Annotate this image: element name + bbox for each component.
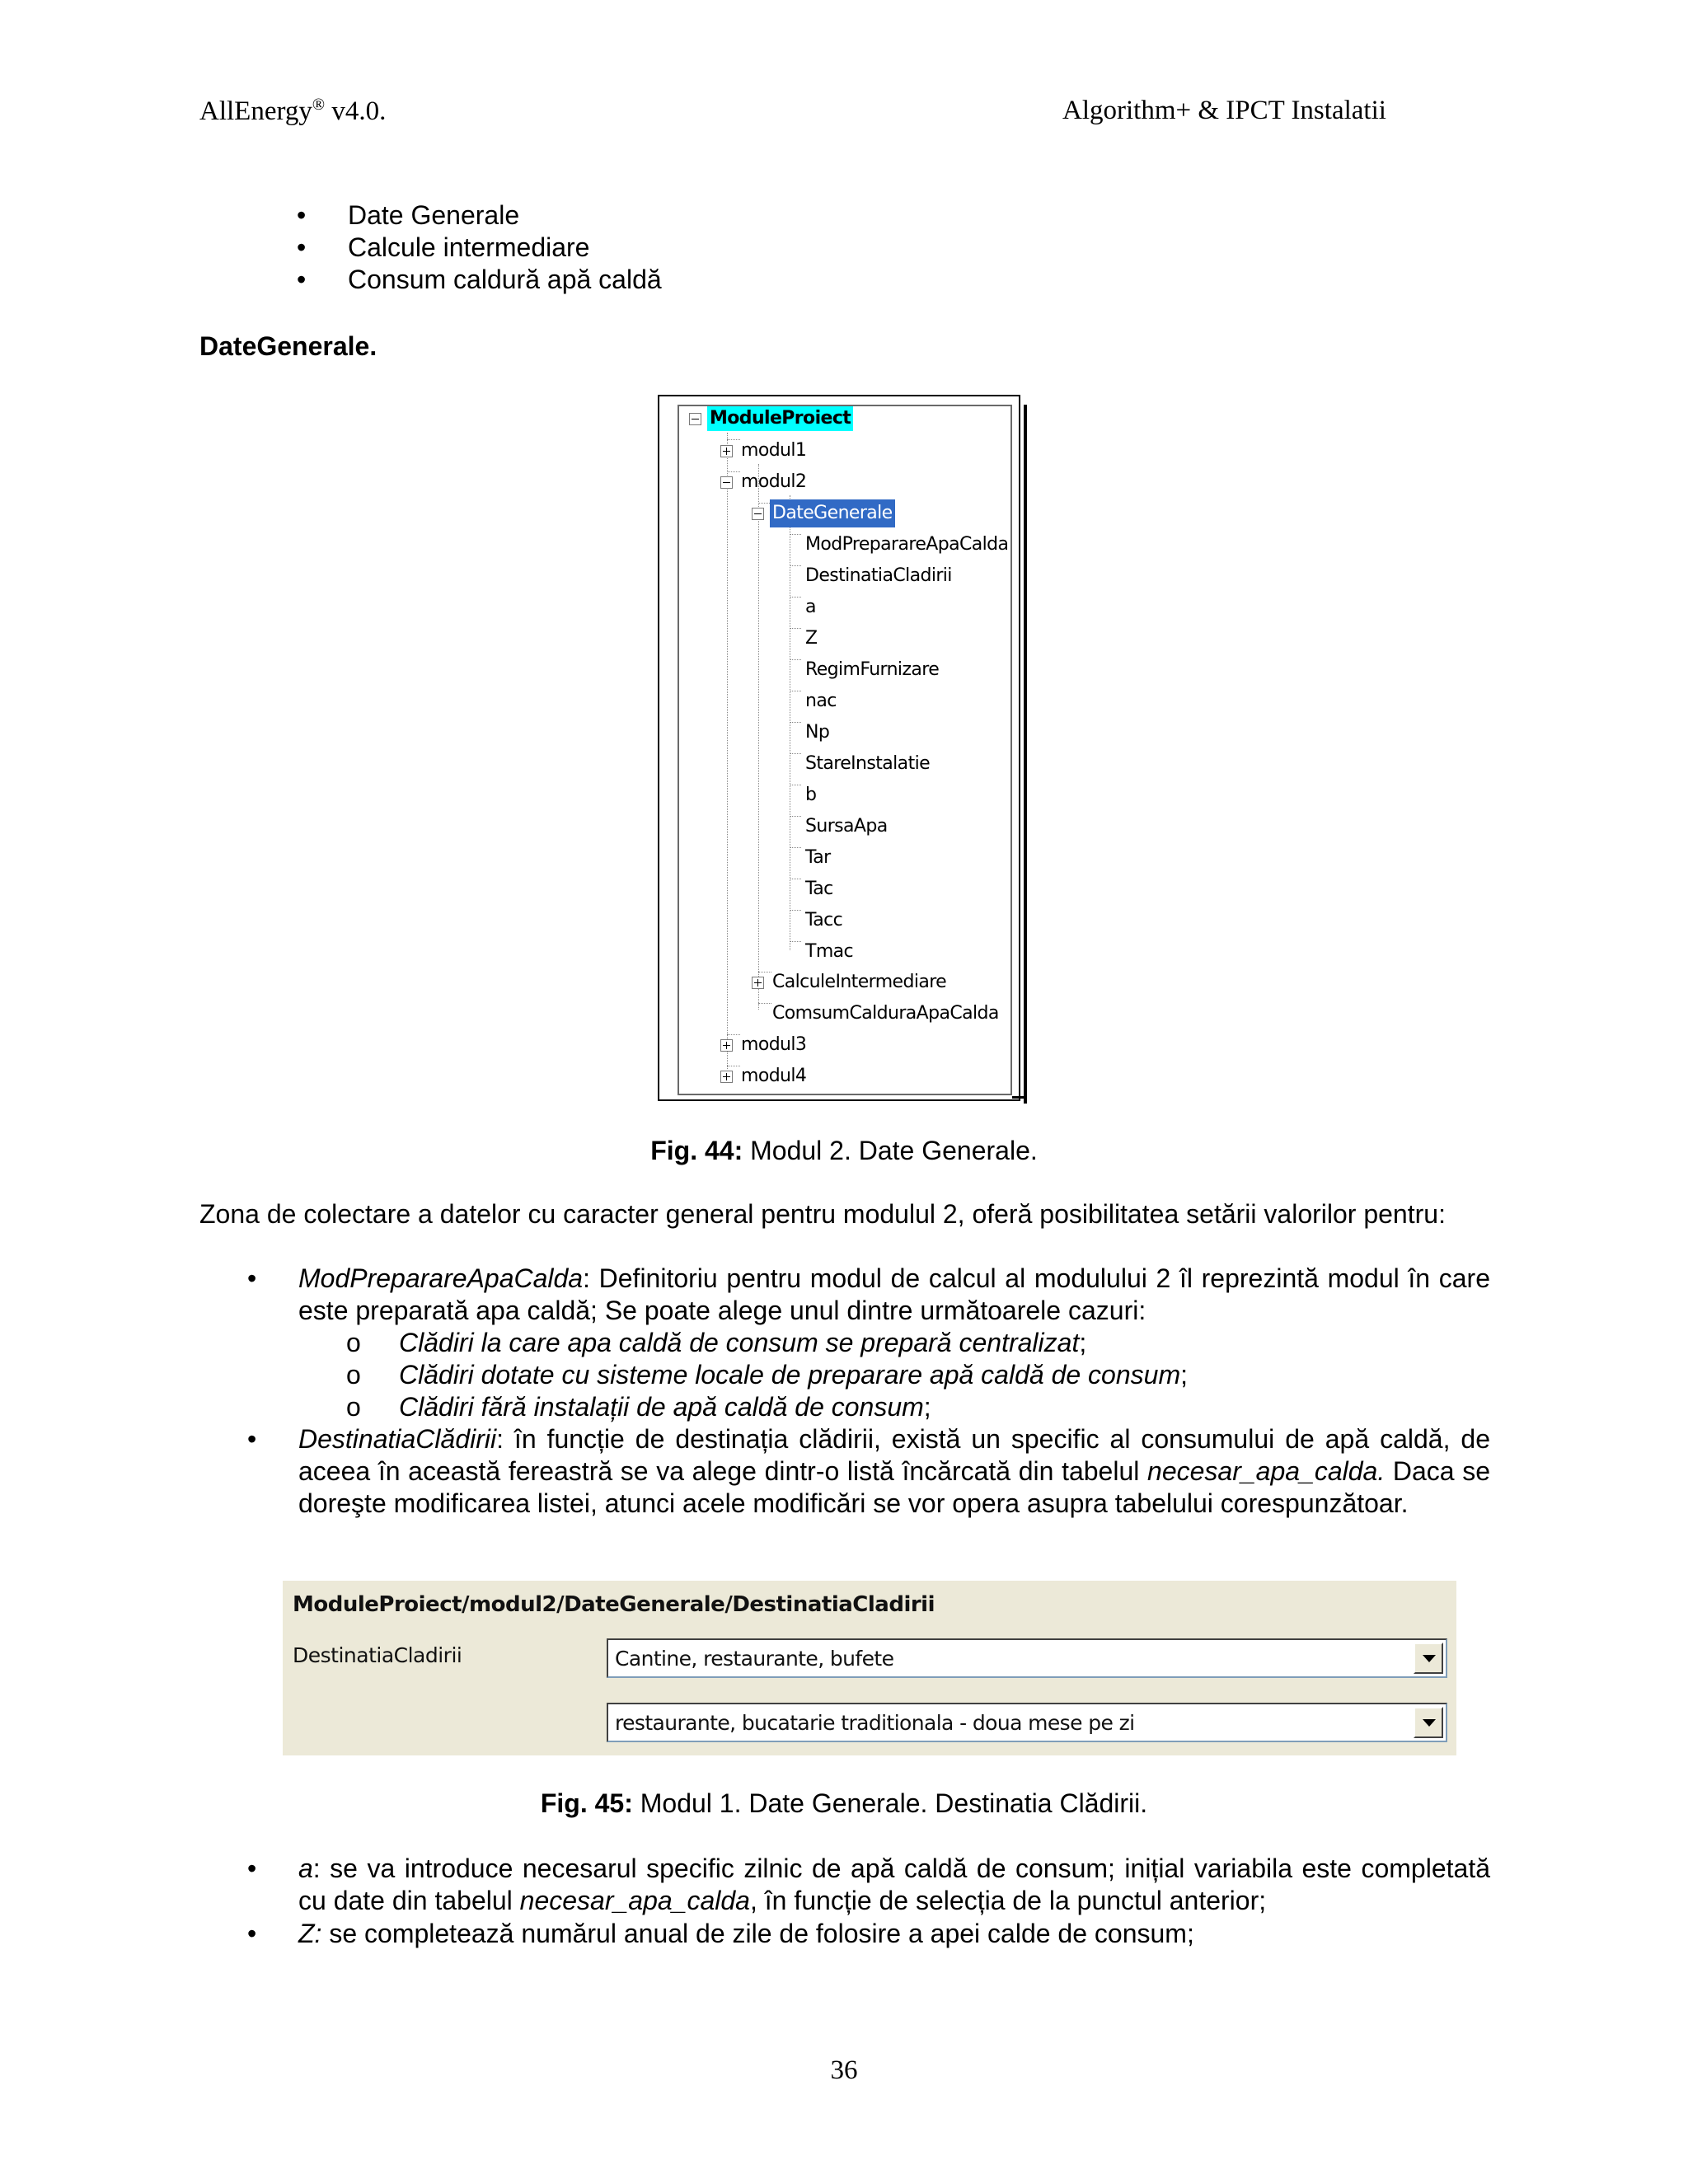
tree-node-modul3[interactable]: modul3 bbox=[741, 1034, 807, 1055]
collapse-icon[interactable] bbox=[752, 508, 764, 520]
tree-leaf[interactable]: a bbox=[805, 597, 816, 617]
list-item-a: • a: se va introduce necesarul specific zilnic de apă caldă de consum; inițial variabila este completată cu date din tabelul necesar_apa_calda, în funcție de selecția de la punctul anterior; bbox=[247, 1854, 1490, 1915]
destinatia-label: DestinatiaCladirii bbox=[293, 1643, 462, 1667]
sub-list-item: o Clădiri la care apa caldă de consum se prepară centralizat; bbox=[346, 1328, 1087, 1357]
figure-caption-45: Fig. 45: Modul 1. Date Generale. Destinatia Clădirii. bbox=[540, 1788, 1148, 1818]
collapse-icon[interactable] bbox=[720, 476, 733, 489]
list-item-z: • Z: se completează numărul anual de zile de folosire a apei calde de consum; bbox=[247, 1919, 1194, 1948]
sub-list bbox=[346, 1327, 1418, 1423]
tree-leaf[interactable]: Np bbox=[805, 722, 830, 743]
sub-list-item: o Clădiri fără instalații de apă caldă de consum; bbox=[346, 1392, 931, 1422]
section-heading: DateGenerale. bbox=[199, 331, 377, 361]
expand-icon[interactable] bbox=[752, 977, 764, 989]
tree-figure bbox=[658, 395, 1020, 1101]
destinatia-dialog bbox=[283, 1581, 1456, 1755]
tree-node-moduleproiect[interactable]: ModuleProiect bbox=[707, 406, 853, 431]
header-right: Algorithm+ & IPCT Instalatii bbox=[1062, 96, 1386, 125]
figure-shadow bbox=[1012, 1096, 1027, 1099]
tree-leaf[interactable]: nac bbox=[805, 691, 837, 711]
header-product: AllEnergy® v4.0. bbox=[199, 96, 387, 126]
destinatia-select[interactable] bbox=[607, 1638, 1447, 1678]
list-item-destinatia: • DestinatiaClădirii: în funcție de destinația clădirii, există un specific al consumului de apă caldă, de aceea în această fereastră se va alege dintr-o listă încărcată din tabelul necesar_apa_calda. Daca se doreşte modificarea listei, atunci acele modificări se vor opera asupra tabelului corespunzătoar. bbox=[247, 1424, 1491, 1518]
select-value: Cantine, restaurante, bufete bbox=[615, 1647, 894, 1671]
tree-leaf[interactable]: RegimFurnizare bbox=[805, 659, 940, 680]
expand-icon[interactable] bbox=[720, 445, 733, 457]
tree-node-dategenerale[interactable]: DateGenerale bbox=[770, 499, 895, 527]
list-item: • Date Generale bbox=[297, 200, 520, 230]
tree-node-consumcaldura[interactable]: ComsumCalduraApaCalda bbox=[772, 1003, 999, 1024]
expand-icon[interactable] bbox=[720, 1039, 733, 1052]
figure-shadow bbox=[1024, 405, 1027, 1104]
figure-caption-44: Fig. 44: Modul 2. Date Generale. bbox=[650, 1136, 1038, 1165]
tree-leaf[interactable]: Tac bbox=[805, 879, 833, 899]
dialog-title: ModuleProiect/modul2/DateGenerale/DestinatiaCladirii bbox=[293, 1592, 935, 1617]
tree-node-modul2[interactable]: modul2 bbox=[741, 471, 807, 492]
intro-paragraph: Zona de colectare a datelor cu caracter general pentru modulul 2, oferă posibilitatea setării valorilor pentru: bbox=[199, 1199, 1446, 1229]
sub-list-item: o Clădiri dotate cu sisteme locale de preparare apă caldă de consum; bbox=[346, 1360, 1188, 1390]
tree-node-modul1[interactable]: modul1 bbox=[741, 440, 807, 461]
tree-leaf[interactable]: ModPreparareApaCalda bbox=[805, 534, 1009, 555]
tree-view bbox=[678, 405, 1012, 1095]
collapse-icon[interactable] bbox=[689, 413, 701, 425]
tree-leaf[interactable]: DestinatiaCladirii bbox=[805, 565, 952, 586]
list-item: • Calcule intermediare bbox=[297, 232, 590, 262]
chevron-down-icon[interactable] bbox=[1414, 1643, 1443, 1674]
select-value: restaurante, bucatarie traditionala - doua mese pe zi bbox=[615, 1711, 1135, 1735]
tree-leaf[interactable]: Tmac bbox=[805, 941, 854, 962]
list-item: • Consum caldură apă caldă bbox=[297, 265, 662, 294]
top-list bbox=[297, 199, 1039, 296]
tree-leaf[interactable]: Z bbox=[805, 628, 818, 649]
subdestinatia-select[interactable] bbox=[607, 1703, 1447, 1742]
expand-icon[interactable] bbox=[720, 1071, 733, 1083]
page-number: 36 bbox=[830, 2055, 858, 2085]
list-item-modpreparare: • ModPreparareApaCalda: Definitoriu pentru modul de calcul al modulului 2 îl reprezintă modul în care este preparată apa caldă; Se poate alege unul dintre următoarele cazuri: bbox=[247, 1263, 1490, 1325]
tree-leaf[interactable]: b bbox=[805, 785, 817, 805]
tree-node-calculeintermediare[interactable]: CalculeIntermediare bbox=[772, 972, 947, 992]
chevron-down-icon[interactable] bbox=[1414, 1707, 1443, 1738]
tree-leaf[interactable]: StareInstalatie bbox=[805, 753, 931, 774]
tree-leaf[interactable]: SursaApa bbox=[805, 816, 888, 837]
tree-leaf[interactable]: Tar bbox=[805, 847, 831, 868]
tree-leaf[interactable]: Tacc bbox=[805, 910, 843, 930]
tree-node-modul4[interactable]: modul4 bbox=[741, 1066, 807, 1086]
